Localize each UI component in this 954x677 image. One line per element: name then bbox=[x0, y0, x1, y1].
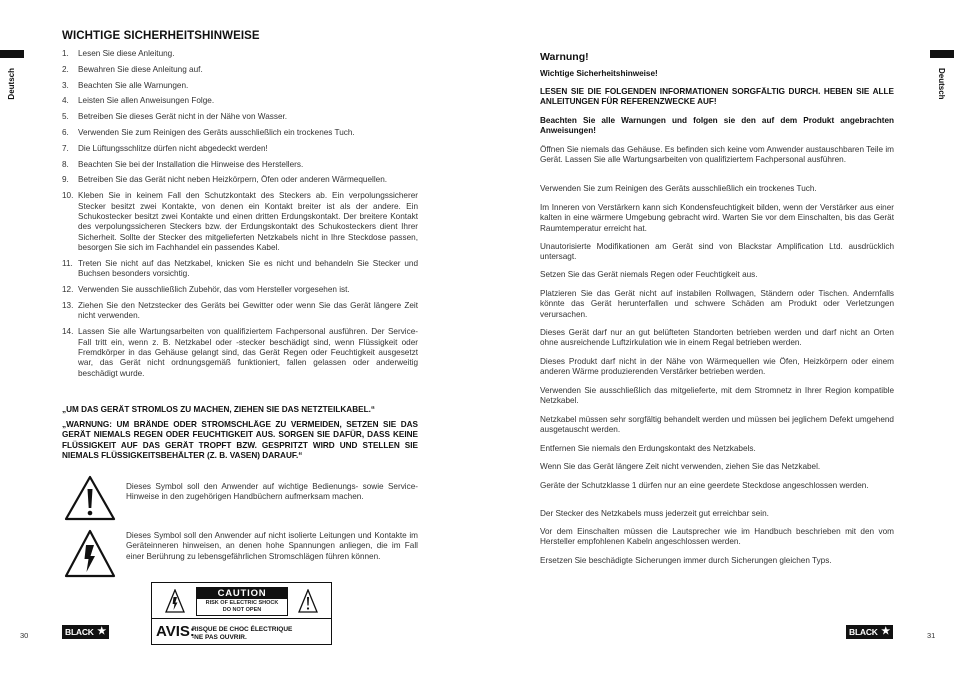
list-item-number: 11. bbox=[62, 259, 73, 268]
warning-subheading: Wichtige Sicherheitshinweise! bbox=[540, 69, 658, 78]
caution-title: CAUTION bbox=[197, 588, 287, 599]
blackstar-logo bbox=[846, 625, 893, 639]
list-item-text: Betreiben Sie dieses Gerät nicht in der Nähe von Wasser. bbox=[78, 112, 288, 122]
caution-label bbox=[151, 582, 332, 645]
avis-line-2: -NE PAS OUVRIR. bbox=[192, 634, 247, 641]
symbol-voltage-description: Dieses Symbol soll den Anwender auf nicht isolierte Leitungen und Kontakte im Geräteinneren hinweisen, an denen hohe Spannungen anliegen, die im Fall einer Berührung zu lebensgefährlichen Stromschlägen führen können. bbox=[126, 531, 418, 561]
list-item-number: 10. bbox=[62, 191, 74, 201]
warning-paragraph: Dieses Produkt darf nicht in der Nähe von Wärmequellen wie Öfen, Heizkörpern oder einem anderen Wärme produzierenden Verstärker betrieben werden. bbox=[540, 357, 894, 377]
side-tab-marker bbox=[0, 50, 24, 58]
safety-instructions-list bbox=[62, 49, 418, 385]
list-item-text: Bewahren Sie diese Anleitung auf. bbox=[78, 64, 203, 74]
warning-paragraph: Entfernen Sie niemals den Erdungskontakt des Netzkabels. bbox=[540, 444, 756, 453]
page-number: 30 bbox=[20, 631, 29, 640]
logo-text: BLACK bbox=[849, 627, 878, 637]
list-item bbox=[62, 327, 418, 379]
warning-paragraph: Der Stecker des Netzkabels muss jederzeit gut erreichbar sein. bbox=[540, 509, 769, 518]
warning-paragraph: Öffnen Sie niemals das Gehäuse. Es befinden sich keine vom Anwender austauschbaren Teile im Gerät. Lassen Sie alle Wartungsarbeiten von qualifiziertem Fachpersonal ausführen. bbox=[540, 145, 894, 165]
caution-top-row bbox=[152, 583, 331, 619]
list-item bbox=[62, 96, 418, 106]
list-item bbox=[62, 128, 418, 138]
list-item-text: Die Lüftungsschlitze dürfen nicht abgedeckt werden! bbox=[78, 143, 268, 153]
list-item-text: Kleben Sie in keinem Fall den Schutzkontakt des Steckers ab. Ein verpolungssicherer Stecker besitzt zwei Kontakte, von denen ein Kontakt breiter ist als der andere. Ein Schukostecker besitzt zwei Kontakte und einen dritten Erdungskontakt. Der breitere Kontakt des verpolungssicheren Steckers bzw. der Erdungskontakt des Schukosteckers dient Ihrer Sicherheit. Sollte der Stecker des mitgelieferten Netzkabels nicht in Ihre Steckdose passen, besorgen Sie sich im Fachhandel ein passendes Kabel. bbox=[78, 191, 418, 253]
exclamation-triangle-icon bbox=[64, 475, 116, 526]
warning-paragraph: Netzkabel müssen sehr sorgfältig behandelt werden und müssen bei jeglichem Defekt umgehend ausgetauscht werden. bbox=[540, 415, 894, 435]
warning-paragraph: Vor dem Einschalten müssen die Lautsprecher wie im Handbuch beschrieben mit den vom Hersteller empfohlenen Kabeln angeschlossen werden. bbox=[540, 527, 894, 547]
list-item-text: Lassen Sie alle Wartungsarbeiten von qualifiziertem Fachpersonal ausführen. Der Service-Fall tritt ein, wenn z. B. Netzkabel oder -stecker beschädigt sind, wenn Flüssigkeit oder Fremdkörper in das Gehäuse gelangt sind, das Gerät Regen oder Feuchtigkeit ausgesetzt war, das Gerät nicht ordnungsgemäß funktioniert, fallen gelassen oder anderweitig beschädigt wurde. bbox=[78, 327, 418, 378]
list-item-text: Verwenden Sie ausschließlich Zubehör, das vom Hersteller vorgesehen ist. bbox=[78, 285, 350, 295]
warning-paragraph: Platzieren Sie das Gerät nicht auf instabilen Rollwagen, Ständern oder Tischen. Andernfalls könnte das Gerät herunterfallen und schwere Schäden am Produkt oder Verletzungen verursachen. bbox=[540, 289, 894, 319]
list-item-text: Verwenden Sie zum Reinigen des Geräts ausschließlich ein trockenes Tuch. bbox=[78, 127, 355, 137]
list-item-number: 13. bbox=[62, 301, 74, 310]
list-item bbox=[62, 49, 418, 59]
avis-text bbox=[192, 626, 292, 642]
list-item bbox=[62, 191, 418, 253]
caution-box bbox=[196, 587, 288, 616]
list-item bbox=[62, 285, 418, 295]
blackstar-logo bbox=[62, 625, 109, 639]
power-disconnect-notice: „UM DAS GERÄT STROMLOS ZU MACHEN, ZIEHEN SIE DAS NETZTEILKABEL.“ bbox=[62, 405, 375, 414]
list-item-text: Treten Sie nicht auf das Netzkabel, knicken Sie es nicht und behandeln Sie Stecker und Buchsen besonders vorsichtig. bbox=[78, 259, 418, 279]
list-item-text: Beachten Sie bei der Installation die Hinweise des Herstellers. bbox=[78, 159, 304, 169]
warning-paragraph: Setzen Sie das Gerät niemals Regen oder Feuchtigkeit aus. bbox=[540, 270, 758, 279]
caution-line-1: RISK OF ELECTRIC SHOCK bbox=[205, 600, 279, 606]
lightning-triangle-icon bbox=[64, 529, 116, 584]
list-item bbox=[62, 301, 418, 322]
list-item-number: 5. bbox=[62, 112, 69, 122]
list-item bbox=[62, 65, 418, 75]
avis-label: AVIS: bbox=[156, 623, 195, 640]
logo-text: BLACK bbox=[65, 627, 94, 637]
star-icon: ★ bbox=[97, 626, 106, 637]
side-tab-label: Deutsch bbox=[937, 68, 946, 100]
list-item-number: 3. bbox=[62, 80, 69, 90]
read-instructions-notice: LESEN SIE DIE FOLGENDEN INFORMATIONEN SORGFÄLTIG DURCH. HEBEN SIE ALLE ANLEITUNGEN FÜR REFERENZWECKE AUF! bbox=[540, 87, 894, 107]
list-item-number: 12. bbox=[62, 285, 74, 295]
list-item bbox=[62, 81, 418, 91]
list-item bbox=[62, 175, 418, 185]
list-item-number: 2. bbox=[62, 64, 69, 74]
list-item bbox=[62, 259, 418, 280]
page-heading: WICHTIGE SICHERHEITSHINWEISE bbox=[62, 30, 260, 42]
warning-paragraph: Im Inneren von Verstärkern kann sich Kondensfeuchtigkeit bilden, wenn der Verstärker aus einer kalten in eine wärmere Umgebung gebracht wird. Warten Sie vor dem Einschalten, bis das Gerät Raumtemperatur erreicht hat. bbox=[540, 203, 894, 233]
list-item bbox=[62, 160, 418, 170]
list-item-number: 8. bbox=[62, 159, 69, 169]
list-item-text: Beachten Sie alle Warnungen. bbox=[78, 80, 189, 90]
warning-paragraph: Dieses Gerät darf nur an gut belüfteten Standorten betrieben werden und darf nicht an Orten ohne ausreichende Luftzirkulation wie in einem Regal betrieben werden. bbox=[540, 328, 894, 348]
warning-paragraph: Wenn Sie das Gerät längere Zeit nicht verwenden, ziehen Sie das Netzkabel. bbox=[540, 462, 821, 471]
page-number: 31 bbox=[927, 631, 936, 640]
list-item-number: 6. bbox=[62, 127, 69, 137]
list-item-text: Lesen Sie diese Anleitung. bbox=[78, 49, 175, 58]
list-item-text: Ziehen Sie den Netzstecker des Geräts bei Gewitter oder wenn Sie das Gerät längere Zeit nicht verwenden. bbox=[78, 301, 418, 321]
warning-paragraph: Ersetzen Sie beschädigte Sicherungen immer durch Sicherungen gleichen Typs. bbox=[540, 556, 832, 565]
avis-line-1: RISQUE DE CHOC ÉLECTRIQUE bbox=[192, 626, 293, 633]
list-item-number: 14. bbox=[62, 327, 74, 337]
list-item bbox=[62, 112, 418, 122]
warning-paragraph: Geräte der Schutzklasse 1 dürfen nur an eine geerdete Steckdose angeschlossen werden. bbox=[540, 481, 869, 490]
side-tab-marker bbox=[930, 50, 954, 58]
fire-shock-warning: „WARNUNG: UM BRÄNDE ODER STROMSCHLÄGE ZU VERMEIDEN, SETZEN SIE DAS GERÄT NIEMALS REGEN ODER FEUCHTIGKEIT AUS. SORGEN SIE DAFÜR, DASS KEINE FLÜSSIGKEIT AUF DAS GERÄT TROPFT BZW. GESPRITZT WIRD UND STELLEN SIE NIEMALS FLÜSSIGKEITSBEHÄLTER (Z. B. VASEN) DARAUF.“ bbox=[62, 420, 418, 461]
warning-paragraph: Unautorisierte Modifikationen am Gerät sind von Blackstar Amplification Ltd. ausdrücklich untersagt. bbox=[540, 242, 894, 262]
side-tab-label: Deutsch bbox=[7, 68, 16, 100]
warning-heading: Warnung! bbox=[540, 51, 589, 63]
list-item-text: Leisten Sie allen Anweisungen Folge. bbox=[78, 96, 215, 106]
list-item bbox=[62, 144, 418, 154]
list-item-text: Betreiben Sie das Gerät nicht neben Heizkörpern, Öfen oder anderen Wärmequellen. bbox=[78, 175, 388, 185]
warning-paragraph: Verwenden Sie zum Reinigen des Geräts ausschließlich ein trockenes Tuch. bbox=[540, 184, 817, 193]
list-item-number: 9. bbox=[62, 175, 69, 185]
exclamation-triangle-icon bbox=[298, 589, 318, 613]
list-item-number: 4. bbox=[62, 96, 69, 106]
symbol-warning-description: Dieses Symbol soll den Anwender auf wichtige Bedienungs- sowie Service-Hinweise in den zugehörigen Handbüchern aufmerksam machen. bbox=[126, 482, 418, 502]
caution-line-2: DO NOT OPEN bbox=[222, 607, 262, 613]
list-item-number: 1. bbox=[62, 49, 69, 58]
lightning-triangle-icon bbox=[165, 589, 185, 613]
warning-paragraph: Verwenden Sie ausschließlich das mitgelieferte, mit dem Stromnetz in Ihrer Region kompatible Netzkabel. bbox=[540, 386, 894, 406]
star-icon: ★ bbox=[881, 626, 890, 637]
follow-warnings-notice: Beachten Sie alle Warnungen und folgen sie den auf dem Produkt angebrachten Anweisungen! bbox=[540, 116, 894, 136]
list-item-number: 7. bbox=[62, 143, 69, 153]
